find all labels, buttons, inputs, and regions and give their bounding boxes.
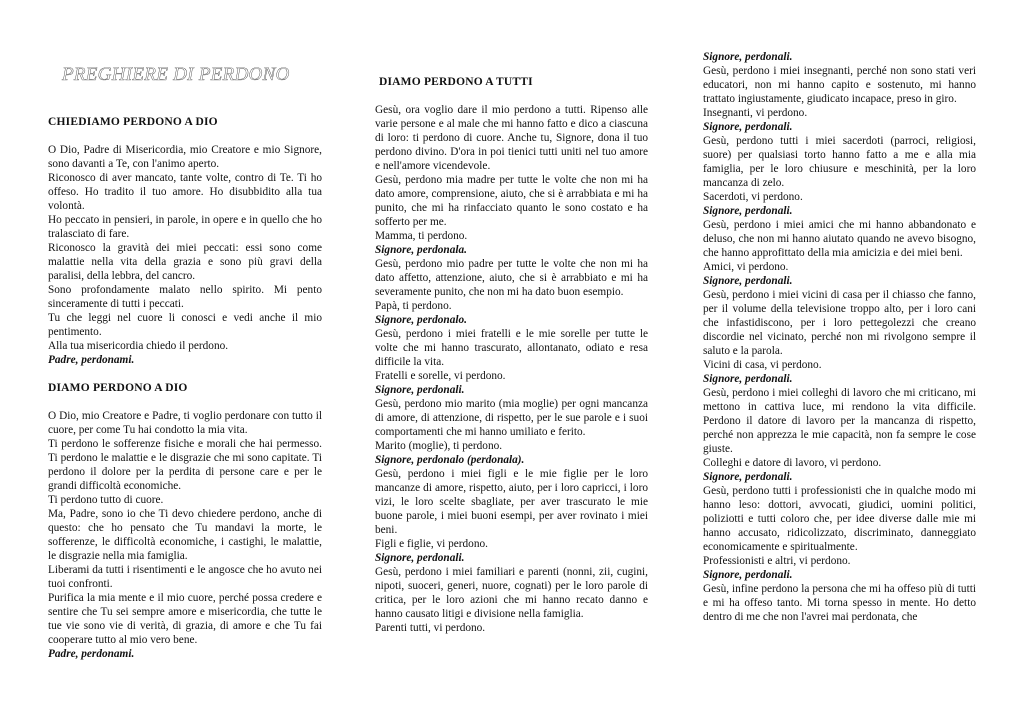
prayer-line: Colleghi e datore di lavoro, vi perdono.: [703, 457, 882, 469]
prayer-line: Tu che leggi nel cuore li conosci e vedi anche il mio pentimento.: [48, 312, 322, 338]
prayer-line: Ho peccato in pensieri, in parole, in opere e in quello che ho tralasciato di fare.: [48, 214, 322, 240]
prayer-line: Papà, ti perdono.: [375, 300, 452, 312]
response-line: Signore, perdonali.: [703, 275, 793, 287]
right-prayer-text: [703, 50, 976, 624]
prayer-text-1: [48, 143, 322, 353]
response-line: Signore, perdonalo.: [375, 314, 467, 326]
prayer-line: Ti perdono le sofferenze fisiche e morali che hai permesso. Ti perdono le malattie e le disgrazie che mi sono capitate. Ti perdono il dolore per la perdita di persone care e per le grandi difficoltà economiche.: [48, 438, 322, 492]
prayer-line: Gesù, perdono i miei fratelli e le mie sorelle per tutte le volte che mi hanno trascurato, allontanato, odiato e resa difficile la vita.: [375, 328, 648, 368]
prayer-line: Sacerdoti, vi perdono.: [703, 191, 803, 203]
prayer-line: Gesù, perdono tutti i miei sacerdoti (parroci, religiosi, suore) per qualsiasi torto hanno fatto a me e alla mia famiglia, per le loro chiusure e meschinità, per la loro mancanza di zelo.: [703, 135, 976, 189]
heading-diamo-perdono-dio: DIAMO PERDONO A DIO: [48, 382, 188, 394]
prayer-line: Liberami da tutti i risentimenti e le angosce che ho avuto nei tuoi confronti.: [48, 564, 322, 590]
right-column: [703, 50, 976, 624]
prayer-line: Gesù, perdono i miei insegnanti, perché non sono stati veri educatori, non mi hanno capito e sostenuto, mi hanno trattato ingiustamente, giudicato incapace, preso in giro.: [703, 65, 976, 105]
response-line: Signore, perdonali.: [703, 569, 793, 581]
prayer-line: Gesù, perdono tutti i professionisti che in qualche modo mi hanno leso: dottori, avvocati, giudici, uomini politici, poliziotti e tutti coloro che, per idee diverse dalle mie mi hanno accusato, ridicolizzato, discriminato, danneggiato economicamente e spiritualmente.: [703, 485, 976, 553]
left-column: [48, 115, 322, 661]
prayer-line: Parenti tutti, vi perdono.: [375, 622, 486, 634]
prayer-line: Insegnanti, vi perdono.: [703, 107, 808, 119]
prayer-line: Gesù, perdono i miei vicini di casa per il chiasso che fanno, per il volume della televisione troppo alto, per i loro cani che infastidiscono, per i loro pettegolezzi che creano discordie nel vicinato, perché non mi rivolgono sempre il saluto e la parola.: [703, 289, 976, 357]
response-line: Signore, perdonali.: [375, 552, 465, 564]
response-line: Signore, perdonala.: [375, 244, 467, 256]
prayer-line: Riconosco di aver mancato, tante volte, contro di Te. Ti ho offeso. Ho tradito il tuo amore. Ho disubbidito alla tua volontà.: [48, 172, 322, 212]
prayer-line: Gesù, perdono i miei familiari e parenti (nonni, zii, cugini, nipoti, suoceri, generi, nuore, cognati) per le loro parole di critica, per le loro azioni che mi hanno recato danno e hanno causato litigi e divisione nella famiglia.: [375, 566, 648, 620]
heading-chiediamo-perdono: CHIEDIAMO PERDONO A DIO: [48, 116, 218, 128]
prayer-line: Gesù, perdono mio padre per tutte le volte che non mi ha dato affetto, attenzione, aiuto, che si è arrabbiato e mi ha severamente punito, che non mi ha dato buon esempio.: [375, 258, 648, 298]
prayer-line: Gesù, perdono i miei figli e le mie figlie per le loro mancanze di amore, rispetto, aiuto, per i loro capricci, i loro vizi, le loro scelte sbagliate, per aver trascurato le mie buone parole, i miei buoni esempi, per aver rovinato i miei beni.: [375, 468, 648, 536]
response-line: Signore, perdonali.: [703, 51, 793, 63]
page-title: PREGHIERE DI PERDONO: [62, 64, 290, 85]
prayer-line: Riconosco la gravità dei miei peccati: essi sono come malattie nella vita della grazia e sono più gravi della paralisi, della lebbra, del cancro.: [48, 242, 322, 282]
response-line: Signore, perdonali.: [703, 205, 793, 217]
prayer-line: Vicini di casa, vi perdono.: [703, 359, 822, 371]
closing-line-2: Padre, perdonami.: [48, 648, 135, 660]
middle-column: [375, 75, 648, 635]
response-line: Signore, perdonalo (perdonala).: [375, 454, 525, 466]
prayer-line: Purifica la mia mente e il mio cuore, perché possa credere e sentire che Tu sei sempre amore e misericordia, che tutte le tue vie sono vie di verità, di grazia, di amore e che Tu fai cooperare tutto al mio vero bene.: [48, 592, 322, 646]
prayer-line: Marito (moglie), ti perdono.: [375, 440, 503, 452]
prayer-line: Gesù, perdono i miei colleghi di lavoro che mi criticano, mi mettono in cattiva luce, mi rendono la vita difficile. Perdono il datore di lavoro per la mancanza di rispetto, perché non apprezza le mie capacità, non fa sempre le cose giuste.: [703, 387, 976, 455]
prayer-line: O Dio, Padre di Misericordia, mio Creatore e mio Signore, sono davanti a Te, con l'animo aperto.: [48, 144, 322, 170]
response-line: Signore, perdonali.: [375, 384, 465, 396]
prayer-line: Figli e figlie, vi perdono.: [375, 538, 488, 550]
response-line: Signore, perdonali.: [703, 471, 793, 483]
middle-prayer-text: [375, 103, 648, 635]
prayer-line: Sono profondamente malato nello spirito. Mi pento sinceramente di tutti i peccati.: [48, 284, 322, 310]
prayer-line: Mamma, ti perdono.: [375, 230, 468, 242]
prayer-line: Alla tua misericordia chiedo il perdono.: [48, 340, 229, 352]
prayer-line: Ma, Padre, sono io che Ti devo chiedere perdono, anche di questo: che ho pensato che Tu mandavi la morte, le sofferenze, le difficoltà economiche, i castighi, le malattie, le disgrazie nella mia famiglia.: [48, 508, 322, 562]
prayer-line: Fratelli e sorelle, vi perdono.: [375, 370, 506, 382]
prayer-text-2: [48, 409, 322, 647]
closing-line-1: Padre, perdonami.: [48, 354, 135, 366]
prayer-line: Gesù, infine perdono la persona che mi ha offeso più di tutti e mi ha offeso tanto. Mi torna spesso in mente. Ho detto dentro di me che non l'avrei mai perdonata, che: [703, 583, 976, 623]
prayer-line: Gesù, perdono mio marito (mia moglie) per ogni mancanza di amore, di attenzione, di rispetto, per le sue parole e i suoi comportamenti che mi hanno umiliato e ferito.: [375, 398, 648, 438]
prayer-line: O Dio, mio Creatore e Padre, ti voglio perdonare con tutto il cuore, per come Tu hai condotto la mia vita.: [48, 410, 322, 436]
heading-diamo-perdono-tutti: DIAMO PERDONO A TUTTI: [379, 76, 533, 88]
response-line: Signore, perdonali.: [703, 373, 793, 385]
response-line: Signore, perdonali.: [703, 121, 793, 133]
prayer-line: Gesù, perdono i miei amici che mi hanno abbandonato e deluso, che non mi hanno aiutato quando ne avevo bisogno, che hanno approfittato della mia amicizia e dei miei beni.: [703, 219, 976, 259]
prayer-line: Gesù, perdono mia madre per tutte le volte che non mi ha dato amore, comprensione, aiuto, che si è arrabbiata e mi ha punito, che mi ha rinfacciato quanto le sono costato e ha sofferto per me.: [375, 174, 648, 228]
prayer-line: Professionisti e altri, vi perdono.: [703, 555, 851, 567]
prayer-line: Gesù, ora voglio dare il mio perdono a tutti. Ripenso alle varie persone e al male che mi hanno fatto e dico a ciascuna di loro: ti perdono di cuore. Anche tu, Signore, dona il tuo perdono divino. D'ora in poi tienici tutti uniti nel tuo amore e nell'amore vicendevole.: [375, 104, 648, 172]
prayer-line: Amici, vi perdono.: [703, 261, 789, 273]
prayer-line: Ti perdono tutto di cuore.: [48, 494, 164, 506]
